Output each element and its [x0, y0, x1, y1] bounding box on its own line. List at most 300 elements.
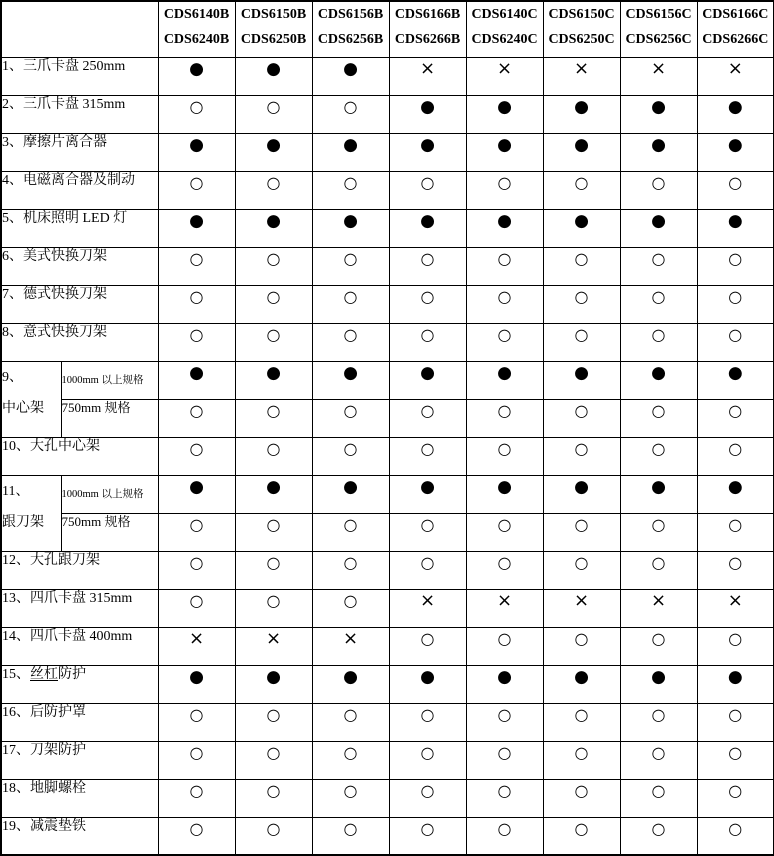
table-row	[1, 133, 774, 171]
filled-circle-symbol: ●	[727, 362, 743, 383]
hollow-circle-symbol: ○	[728, 742, 743, 762]
filled-circle-symbol: ●	[189, 476, 204, 497]
hollow-circle-symbol: ○	[189, 514, 204, 534]
value-cell	[312, 589, 389, 627]
hollow-circle-symbol: ○	[420, 514, 435, 534]
filled-circle-symbol: ●	[343, 134, 358, 155]
value-cell	[543, 171, 620, 209]
filled-circle-symbol: ●	[727, 210, 743, 231]
hollow-circle-symbol: ○	[189, 324, 204, 344]
hollow-circle-symbol: ○	[728, 172, 743, 192]
value-cell	[620, 551, 697, 589]
value-cell	[312, 285, 389, 323]
value-cell	[312, 627, 389, 665]
table-row	[1, 285, 774, 323]
value-cell	[312, 361, 389, 399]
value-cell	[620, 323, 697, 361]
table-row	[1, 551, 774, 589]
hollow-circle-symbol: ○	[189, 590, 204, 610]
value-cell	[389, 399, 466, 437]
hollow-circle-symbol: ○	[728, 286, 743, 306]
model-name-line2: CDS6256C	[625, 32, 692, 47]
filled-circle-symbol: ●	[651, 666, 666, 687]
hollow-circle-symbol: ○	[497, 248, 512, 268]
value-cell	[158, 437, 235, 475]
table-row	[1, 437, 774, 475]
value-cell	[697, 437, 774, 475]
filled-circle-symbol: ●	[420, 96, 435, 117]
value-cell	[466, 247, 543, 285]
hollow-circle-symbol: ○	[420, 438, 435, 458]
hollow-circle-symbol: ○	[574, 552, 589, 572]
value-cell	[620, 703, 697, 741]
filled-circle-symbol: ●	[420, 666, 435, 687]
value-cell	[543, 627, 620, 665]
value-cell	[697, 95, 774, 133]
table-row	[1, 513, 774, 551]
row-label-cell: 7、德式快换刀架	[1, 285, 158, 323]
hollow-circle-symbol: ○	[189, 96, 204, 116]
value-cell	[158, 703, 235, 741]
hollow-circle-symbol: ○	[497, 286, 512, 306]
value-cell	[158, 475, 235, 513]
value-cell	[389, 779, 466, 817]
filled-circle-symbol: ●	[189, 362, 204, 383]
cross-symbol: ×	[650, 589, 667, 611]
hollow-circle-symbol: ○	[189, 248, 204, 268]
value-cell	[158, 399, 235, 437]
hollow-circle-symbol: ○	[574, 400, 589, 420]
hollow-circle-symbol: ○	[651, 248, 666, 268]
hollow-circle-symbol: ○	[574, 324, 589, 344]
value-cell	[543, 285, 620, 323]
sub-row-label-cell: 1000mm 以上规格	[61, 361, 158, 399]
cross-symbol: ×	[419, 57, 436, 79]
hollow-circle-symbol: ○	[420, 552, 435, 572]
value-cell	[620, 247, 697, 285]
value-cell	[312, 513, 389, 551]
value-cell	[158, 551, 235, 589]
filled-circle-symbol: ●	[420, 134, 435, 155]
value-cell	[543, 437, 620, 475]
value-cell	[466, 133, 543, 171]
hollow-circle-symbol: ○	[343, 286, 358, 306]
value-cell	[466, 399, 543, 437]
hollow-circle-symbol: ○	[651, 514, 666, 534]
value-cell	[158, 133, 235, 171]
value-cell	[620, 285, 697, 323]
hollow-circle-symbol: ○	[497, 704, 512, 724]
value-cell	[389, 817, 466, 855]
row-label-cell: 17、刀架防护	[1, 741, 158, 779]
value-cell	[466, 95, 543, 133]
value-cell	[466, 741, 543, 779]
hollow-circle-symbol: ○	[266, 172, 281, 192]
table-row	[1, 627, 774, 665]
filled-circle-symbol: ●	[343, 58, 358, 79]
filled-circle-symbol: ●	[497, 134, 512, 155]
table-row	[1, 95, 774, 133]
value-cell	[158, 741, 235, 779]
value-cell	[543, 589, 620, 627]
value-cell	[389, 513, 466, 551]
value-cell	[697, 209, 774, 247]
value-cell	[697, 285, 774, 323]
value-cell	[158, 285, 235, 323]
value-cell	[235, 57, 312, 95]
value-cell	[389, 171, 466, 209]
hollow-circle-symbol: ○	[343, 400, 358, 420]
hollow-circle-symbol: ○	[266, 400, 281, 420]
row-label-cell: 5、机床照明 LED 灯	[1, 209, 158, 247]
value-cell	[543, 741, 620, 779]
hollow-circle-symbol: ○	[420, 704, 435, 724]
value-cell	[158, 817, 235, 855]
hollow-circle-symbol: ○	[266, 590, 281, 610]
model-name-line1: CDS6166C	[702, 7, 769, 22]
value-cell	[312, 475, 389, 513]
table-row	[1, 57, 774, 95]
value-cell	[158, 779, 235, 817]
value-cell	[543, 703, 620, 741]
hollow-circle-symbol: ○	[497, 172, 512, 192]
sub-row-label-cell: 1000mm 以上规格	[61, 475, 158, 513]
value-cell	[389, 133, 466, 171]
value-cell	[697, 627, 774, 665]
model-header-cell	[620, 1, 697, 57]
value-cell	[312, 171, 389, 209]
hollow-circle-symbol: ○	[343, 514, 358, 534]
value-cell	[620, 361, 697, 399]
filled-circle-symbol: ●	[420, 476, 435, 497]
value-cell	[158, 513, 235, 551]
cross-symbol: ×	[573, 589, 590, 611]
value-cell	[235, 95, 312, 133]
value-cell	[620, 627, 697, 665]
model-name-line2: CDS6256B	[317, 32, 384, 47]
value-cell	[466, 285, 543, 323]
filled-circle-symbol: ●	[651, 362, 666, 383]
filled-circle-symbol: ●	[727, 666, 743, 687]
row-label-cell: 3、摩擦片离合器	[1, 133, 158, 171]
filled-circle-symbol: ●	[497, 362, 512, 383]
hollow-circle-symbol: ○	[574, 172, 589, 192]
value-cell	[466, 665, 543, 703]
model-name-line1: CDS6140B	[163, 7, 230, 22]
value-cell	[312, 665, 389, 703]
hollow-circle-symbol: ○	[728, 438, 743, 458]
row-label-cell: 18、地脚螺栓	[1, 779, 158, 817]
hollow-circle-symbol: ○	[497, 780, 512, 800]
value-cell	[312, 57, 389, 95]
cross-symbol: ×	[342, 627, 359, 649]
value-cell	[543, 133, 620, 171]
value-cell	[312, 209, 389, 247]
hollow-circle-symbol: ○	[343, 438, 358, 458]
value-cell	[620, 57, 697, 95]
value-cell	[312, 817, 389, 855]
hollow-circle-symbol: ○	[266, 552, 281, 572]
model-name-line2: CDS6240C	[471, 32, 538, 47]
value-cell	[620, 741, 697, 779]
value-cell	[697, 817, 774, 855]
value-cell	[389, 589, 466, 627]
value-cell	[543, 475, 620, 513]
value-cell	[158, 627, 235, 665]
hollow-circle-symbol: ○	[651, 438, 666, 458]
hollow-circle-symbol: ○	[189, 780, 204, 800]
value-cell	[620, 399, 697, 437]
hollow-circle-symbol: ○	[574, 818, 589, 838]
cross-symbol: ×	[650, 57, 667, 79]
model-name-line1: CDS6150B	[240, 7, 307, 22]
value-cell	[543, 513, 620, 551]
value-cell	[620, 95, 697, 133]
hollow-circle-symbol: ○	[266, 438, 281, 458]
value-cell	[158, 665, 235, 703]
sub-row-label-cell: 750mm 规格	[61, 513, 158, 551]
value-cell	[235, 171, 312, 209]
value-cell	[620, 475, 697, 513]
value-cell	[389, 361, 466, 399]
value-cell	[312, 399, 389, 437]
value-cell	[235, 399, 312, 437]
hollow-circle-symbol: ○	[651, 400, 666, 420]
value-cell	[312, 95, 389, 133]
value-cell	[543, 779, 620, 817]
filled-circle-symbol: ●	[651, 210, 666, 231]
hollow-circle-symbol: ○	[728, 400, 743, 420]
hollow-circle-symbol: ○	[651, 780, 666, 800]
model-header-cell	[235, 1, 312, 57]
value-cell	[697, 361, 774, 399]
model-name-line2: CDS6266C	[702, 32, 769, 47]
filled-circle-symbol: ●	[727, 476, 743, 497]
hollow-circle-symbol: ○	[420, 780, 435, 800]
value-cell	[312, 703, 389, 741]
row-label-cell: 12、大孔跟刀架	[1, 551, 158, 589]
filled-circle-symbol: ●	[343, 210, 358, 231]
filled-circle-symbol: ●	[189, 58, 204, 79]
hollow-circle-symbol: ○	[266, 514, 281, 534]
hollow-circle-symbol: ○	[266, 248, 281, 268]
value-cell	[235, 475, 312, 513]
value-cell	[312, 741, 389, 779]
value-cell	[466, 589, 543, 627]
value-cell	[620, 589, 697, 627]
hollow-circle-symbol: ○	[189, 704, 204, 724]
hollow-circle-symbol: ○	[266, 324, 281, 344]
value-cell	[697, 779, 774, 817]
hollow-circle-symbol: ○	[574, 438, 589, 458]
table-row	[1, 399, 774, 437]
table-row	[1, 323, 774, 361]
value-cell	[697, 513, 774, 551]
hollow-circle-symbol: ○	[420, 742, 435, 762]
hollow-circle-symbol: ○	[189, 742, 204, 762]
hollow-circle-symbol: ○	[343, 742, 358, 762]
hollow-circle-symbol: ○	[728, 552, 743, 572]
hollow-circle-symbol: ○	[189, 438, 204, 458]
hollow-circle-symbol: ○	[420, 286, 435, 306]
filled-circle-symbol: ●	[189, 210, 204, 231]
hollow-circle-symbol: ○	[497, 438, 512, 458]
row-label-cell: 2、三爪卡盘 315mm	[1, 95, 158, 133]
header-row	[1, 1, 774, 57]
hollow-circle-symbol: ○	[574, 248, 589, 268]
value-cell	[389, 247, 466, 285]
hollow-circle-symbol: ○	[343, 818, 358, 838]
model-name-line1: CDS6166B	[394, 7, 461, 22]
table-row	[1, 665, 774, 703]
model-name-line2: CDS6250C	[548, 32, 615, 47]
table-row	[1, 779, 774, 817]
value-cell	[543, 209, 620, 247]
value-cell	[466, 57, 543, 95]
spec-table-body	[1, 57, 774, 855]
filled-circle-symbol: ●	[266, 210, 281, 231]
value-cell	[235, 437, 312, 475]
table-row	[1, 247, 774, 285]
value-cell	[235, 589, 312, 627]
filled-circle-symbol: ●	[574, 476, 589, 497]
value-cell	[235, 741, 312, 779]
hollow-circle-symbol: ○	[574, 286, 589, 306]
hollow-circle-symbol: ○	[343, 780, 358, 800]
hollow-circle-symbol: ○	[574, 780, 589, 800]
value-cell	[466, 475, 543, 513]
row-label-cell: 15、丝杠防护	[1, 665, 158, 703]
hollow-circle-symbol: ○	[651, 286, 666, 306]
value-cell	[389, 665, 466, 703]
model-header-cell	[158, 1, 235, 57]
filled-circle-symbol: ●	[497, 476, 512, 497]
value-cell	[697, 475, 774, 513]
filled-circle-symbol: ●	[651, 96, 666, 117]
model-name-line2: CDS6240B	[163, 32, 230, 47]
hollow-circle-symbol: ○	[266, 818, 281, 838]
hollow-circle-symbol: ○	[266, 704, 281, 724]
value-cell	[466, 323, 543, 361]
row-label-cell: 13、四爪卡盘 315mm	[1, 589, 158, 627]
row-label-cell: 10、大孔中心架	[1, 437, 158, 475]
value-cell	[466, 703, 543, 741]
hollow-circle-symbol: ○	[266, 96, 281, 116]
filled-circle-symbol: ●	[574, 666, 589, 687]
hollow-circle-symbol: ○	[343, 590, 358, 610]
hollow-circle-symbol: ○	[651, 628, 666, 648]
table-row	[1, 209, 774, 247]
filled-circle-symbol: ●	[651, 476, 666, 497]
hollow-circle-symbol: ○	[651, 552, 666, 572]
value-cell	[389, 741, 466, 779]
value-cell	[620, 437, 697, 475]
filled-circle-symbol: ●	[266, 362, 281, 383]
value-cell	[389, 209, 466, 247]
value-cell	[312, 551, 389, 589]
cross-symbol: ×	[573, 57, 590, 79]
value-cell	[543, 57, 620, 95]
value-cell	[466, 437, 543, 475]
value-cell	[697, 665, 774, 703]
hollow-circle-symbol: ○	[497, 324, 512, 344]
value-cell	[389, 703, 466, 741]
value-cell	[235, 551, 312, 589]
hollow-circle-symbol: ○	[189, 400, 204, 420]
hollow-circle-symbol: ○	[497, 818, 512, 838]
value-cell	[235, 703, 312, 741]
filled-circle-symbol: ●	[420, 210, 435, 231]
table-row	[1, 703, 774, 741]
hollow-circle-symbol: ○	[189, 172, 204, 192]
row-label-cell: 1、三爪卡盘 250mm	[1, 57, 158, 95]
table-row	[1, 361, 774, 399]
hollow-circle-symbol: ○	[343, 324, 358, 344]
model-name-line1: CDS6150C	[548, 7, 615, 22]
value-cell	[697, 551, 774, 589]
hollow-circle-symbol: ○	[266, 742, 281, 762]
value-cell	[235, 133, 312, 171]
value-cell	[697, 133, 774, 171]
filled-circle-symbol: ●	[574, 210, 589, 231]
model-header-cell	[389, 1, 466, 57]
cross-symbol: ×	[727, 57, 743, 79]
hollow-circle-symbol: ○	[728, 628, 743, 648]
hollow-circle-symbol: ○	[343, 552, 358, 572]
hollow-circle-symbol: ○	[497, 742, 512, 762]
value-cell	[158, 589, 235, 627]
filled-circle-symbol: ●	[574, 134, 589, 155]
filled-circle-symbol: ●	[497, 210, 512, 231]
value-cell	[697, 247, 774, 285]
value-cell	[389, 437, 466, 475]
value-cell	[235, 323, 312, 361]
value-cell	[389, 285, 466, 323]
model-header-cell	[543, 1, 620, 57]
value-cell	[466, 361, 543, 399]
value-cell	[543, 361, 620, 399]
value-cell	[543, 95, 620, 133]
hollow-circle-symbol: ○	[420, 400, 435, 420]
filled-circle-symbol: ●	[651, 134, 666, 155]
row-label-cell: 8、意式快换刀架	[1, 323, 158, 361]
filled-circle-symbol: ●	[189, 134, 204, 155]
value-cell	[543, 551, 620, 589]
hollow-circle-symbol: ○	[574, 514, 589, 534]
value-cell	[466, 171, 543, 209]
model-name-line1: CDS6156C	[625, 7, 692, 22]
row-label-cell: 16、后防护罩	[1, 703, 158, 741]
hollow-circle-symbol: ○	[728, 324, 743, 344]
hollow-circle-symbol: ○	[651, 324, 666, 344]
row-label-cell: 4、电磁离合器及制动	[1, 171, 158, 209]
value-cell	[312, 133, 389, 171]
filled-circle-symbol: ●	[497, 96, 512, 117]
value-cell	[158, 95, 235, 133]
value-cell	[620, 513, 697, 551]
value-cell	[235, 779, 312, 817]
value-cell	[697, 741, 774, 779]
filled-circle-symbol: ●	[343, 476, 358, 497]
value-cell	[466, 817, 543, 855]
hollow-circle-symbol: ○	[728, 248, 743, 268]
group-row-label-cell: 11、 跟刀架	[1, 475, 61, 551]
value-cell	[235, 627, 312, 665]
value-cell	[158, 171, 235, 209]
value-cell	[620, 209, 697, 247]
filled-circle-symbol: ●	[727, 96, 743, 117]
hollow-circle-symbol: ○	[343, 704, 358, 724]
